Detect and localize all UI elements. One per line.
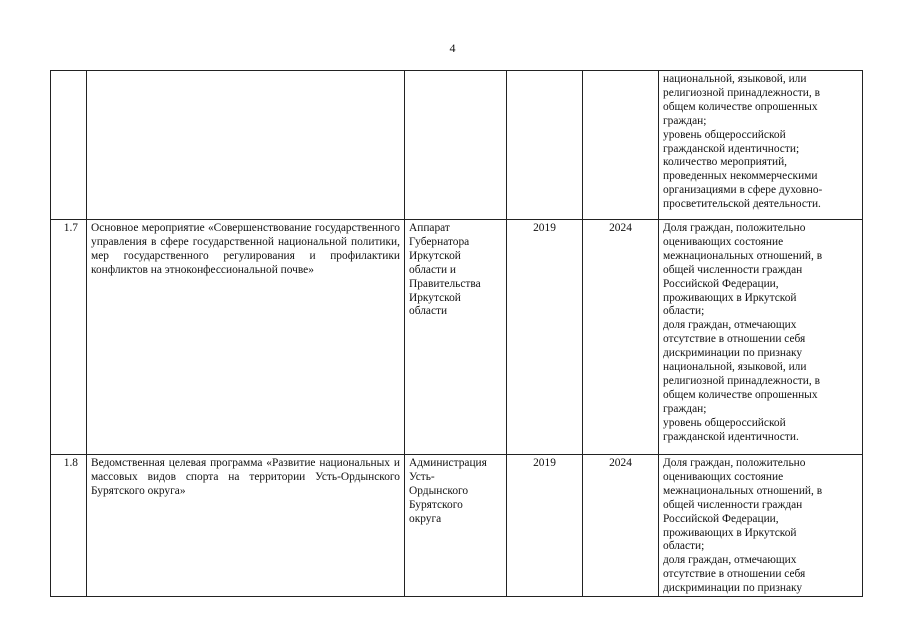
indicator-line: национальной, языковой, или [663,73,807,85]
executor-cell [405,220,507,455]
indicator-line: доля граждан, отмечающих [663,554,797,567]
measure-title-cell [87,71,405,220]
indicators-cell [659,455,863,597]
indicator-line: общем количестве опрошенных [663,388,818,401]
executor-line: Ордынского [409,484,469,497]
indicator-line: Российской Федерации, [663,277,779,290]
indicators-cell [659,220,863,455]
indicator-line: общей численности граждан [663,263,803,276]
indicator-line: общем количестве опрошенных [663,100,818,113]
measure-title-cell: Ведомственная целевая программа «Развитие национальных и массовых видов спорта на территории Усть-Ордынского Бурятского округа» [87,455,405,597]
executor-line: Аппарат [409,222,450,234]
indicator-line: дискриминации по признаку [663,582,803,595]
table-row [51,455,863,597]
measure-title-cell: Основное мероприятие «Совершенствование государственного управления в сфере государственной национальной политики, мер государственного регулирования и профилактики конфликтов на этноконфессиональной почве» [87,220,405,455]
indicator-line: Доля граждан, положительно [663,222,806,234]
executor-line: Иркутской [409,291,461,304]
indicator-line: Доля граждан, положительно [663,457,806,469]
indicator-line: религиозной принадлежности, в [663,86,820,99]
indicator-line: проживающих в Иркутской [663,291,797,304]
indicator-line: общей численности граждан [663,498,803,511]
table-row [51,220,863,455]
executor-line: округа [409,512,442,525]
indicator-line: организациями в сфере духовно- [663,184,823,197]
start-year-cell [507,71,583,220]
table-row [51,71,863,220]
start-year-cell: 2019 [507,220,583,455]
executor-line: области и [409,263,457,276]
executor-line: Иркутской [409,249,461,262]
indicator-line: отсутствие в отношении себя [663,568,806,581]
end-year-cell: 2024 [583,455,659,597]
executor-line: Губернатора [409,235,470,248]
indicator-line: религиозной принадлежности, в [663,374,820,387]
indicator-line: Российской Федерации, [663,512,779,525]
row-number-cell [51,71,87,220]
row-number-cell: 1.7 [51,220,87,455]
indicator-line: гражданской идентичности; [663,142,800,155]
indicator-line: просветительской деятельности. [663,198,821,211]
indicator-line: уровень общероссийской [663,128,786,141]
indicator-line: национальной, языковой, или [663,361,807,374]
indicator-line: оценивающих состояние [663,235,784,248]
executor-line: Бурятского [409,498,463,511]
indicator-line: дискриминации по признаку [663,347,803,360]
executor-line: Правительства [409,277,481,290]
executor-line: Администрация [409,457,487,469]
indicator-line: межнациональных отношений, в [663,249,823,262]
indicator-line: уровень общероссийской [663,416,786,429]
indicator-line: доля граждан, отмечающих [663,319,797,332]
indicator-line: граждан; [663,402,707,415]
indicator-line: области; [663,305,705,318]
indicator-line: количество мероприятий, [663,156,788,169]
end-year-cell [583,71,659,220]
indicators-cell [659,71,863,220]
indicator-line: межнациональных отношений, в [663,484,823,497]
indicator-line: проведенных некоммерческими [663,170,818,183]
executor-line: области [409,305,448,318]
indicator-line: оценивающих состояние [663,470,784,483]
indicator-line: области; [663,540,705,553]
row-number-cell: 1.8 [51,455,87,597]
executor-cell [405,455,507,597]
indicator-line: граждан; [663,114,707,127]
indicator-line: проживающих в Иркутской [663,526,797,539]
indicator-line: отсутствие в отношении себя [663,333,806,346]
end-year-cell: 2024 [583,220,659,455]
executor-line: Усть- [409,470,435,483]
executor-cell [405,71,507,220]
program-table [50,70,863,597]
indicator-line: гражданской идентичности. [663,430,799,443]
start-year-cell: 2019 [507,455,583,597]
page-number: 4 [449,41,456,55]
